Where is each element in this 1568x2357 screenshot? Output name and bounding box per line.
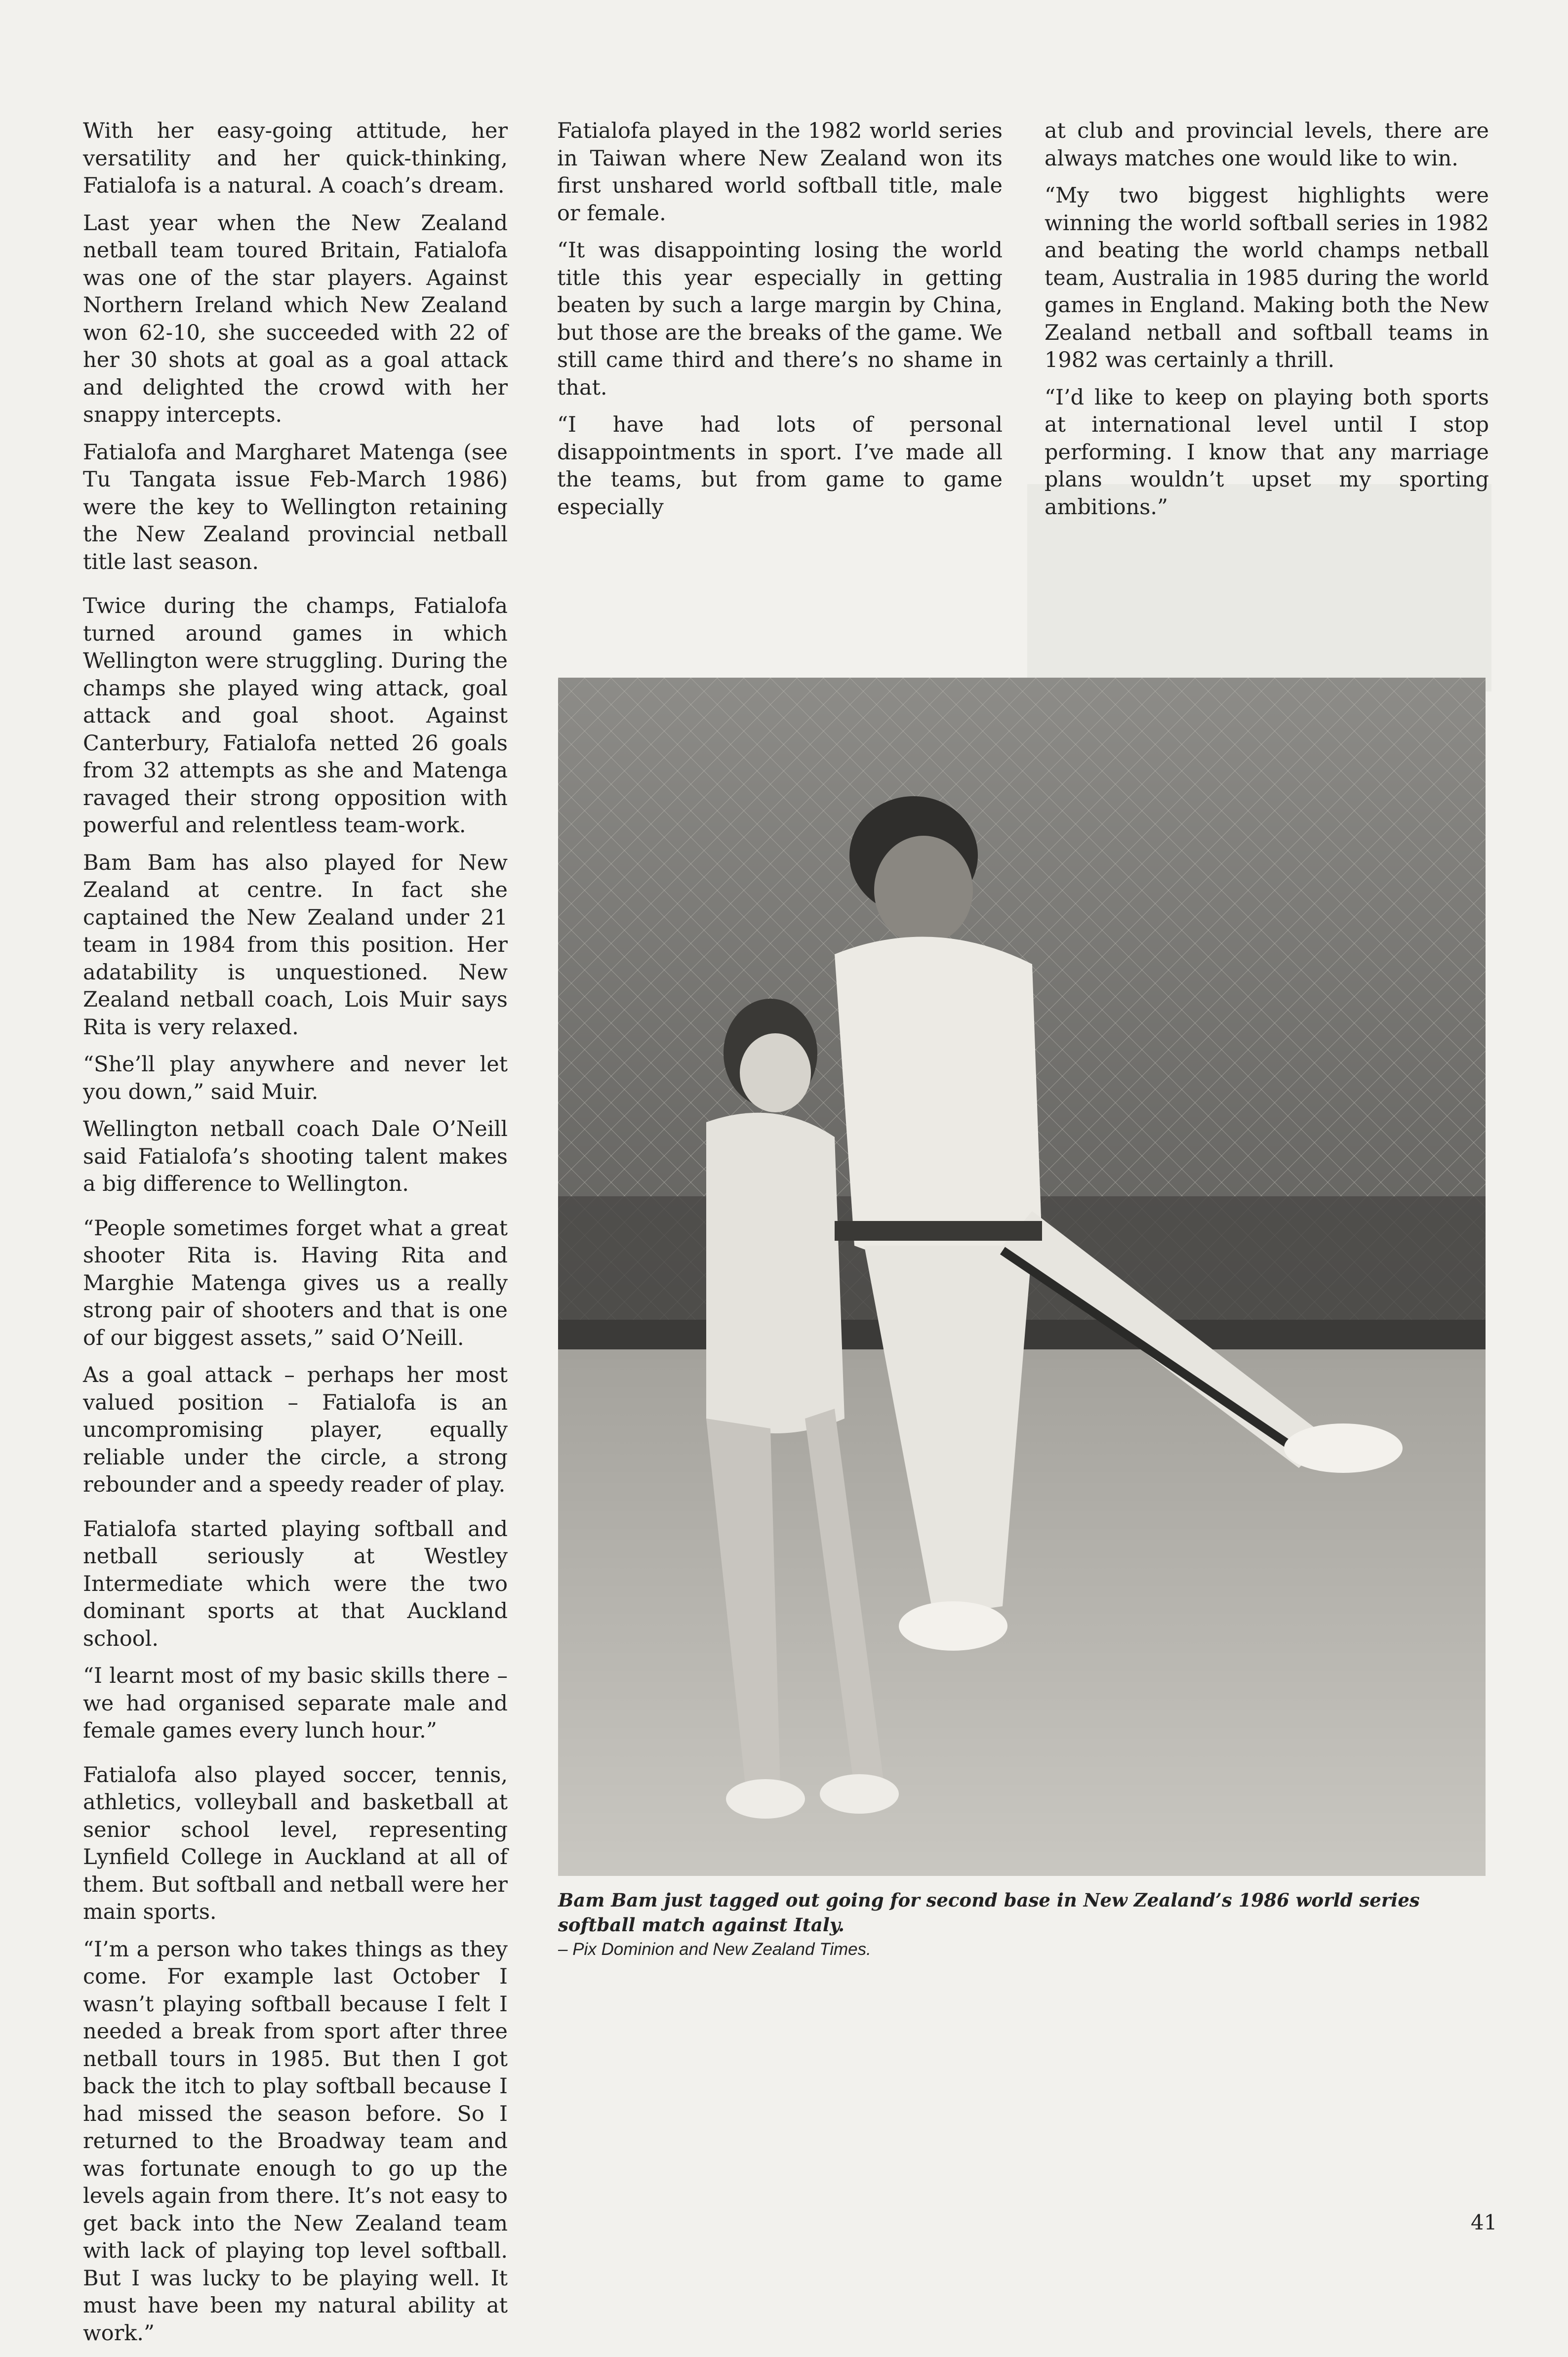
paragraph: “I learnt most of my basic skills there – we had organised separate male and female games every lunch hour.” [83, 1664, 508, 1743]
column-3 [1045, 118, 1489, 531]
paragraph: Fatialofa also played soccer, tennis, athletics, volleyball and basketball at senior school level, representing Lynfield College in Auckland at all of them. But softball and netball were her main sports. [83, 1762, 508, 1924]
softball-photo [558, 678, 1486, 1876]
paragraph: “I’m a person who takes things as they come. For example last October I wasn’t playing softball because I felt I needed a break from sport after three netball tours in 1985. But then I got back the itch to play softball because I had missed the season before. So I returned to the Broadway team and was fortunate enough to go up the levels again from there. It’s not easy to get back into the New Zealand team with lack of playing top level softball. But I was lucky to be playing well. It must have been my natural ability at work.” [83, 1937, 508, 2346]
paragraph: “She’ll play anywhere and never let you down,” said Muir. [83, 1052, 508, 1104]
paragraph: Last year when the New Zealand netball team toured Britain, Fatialofa was one of the star players. Against Northern Ireland which New Zealand won 62-10, she succeeded with 22 of her 30 shots at goal as a goal attack and delighted the crowd with her snappy intercepts. [83, 210, 508, 427]
paragraph: “It was disappointing losing the world title this year especially in getting beaten by such a large margin by China, but those are the breaks of the game. We still came third and there’s no shame in that. [557, 238, 1003, 400]
paragraph: Twice during the champs, Fatialofa turned around games in which Wellington were struggling. During the champs she played wing attack, goal attack and goal shoot. Against Canterbury, Fatialofa netted 26 goals from 32 attempts as she and Matenga ravaged their strong opposition with powerful and relentless team-work. [83, 594, 508, 838]
caption-text: Bam Bam just tagged out going for second base in New Zealand’s 1986 world series softball match against Italy. [558, 1889, 1420, 1936]
paragraph: Fatialofa started playing softball and netball seriously at Westley Intermediate which were the two dominant sports at that Auckland school. [83, 1516, 508, 1651]
paragraph: Bam Bam has also played for New Zealand at centre. In fact she captained the New Zealand under 21 team in 1984 from this position. Her adatability is unquestioned. New Zealand netball coach, Lois Muir says Rita is very relaxed. [83, 850, 508, 1040]
paragraph: “People sometimes forget what a great shooter Rita is. Having Rita and Marghie Matenga gives us a really strong pair of shooters and that is one of our biggest assets,” said O’Neill. [83, 1216, 508, 1350]
paragraph: “I have had lots of personal disappointments in sport. I’ve made all the teams, but from game to game especially [557, 412, 1003, 520]
paragraph: “My two biggest highlights were winning the world softball series in 1982 and beating the world champs netball team, Australia in 1985 during the world games in England. Making both the New Zealand netball and softball teams in 1982 was certainly a thrill. [1045, 183, 1489, 372]
paragraph: Wellington netball coach Dale O’Neill said Fatialofa’s shooting talent makes a big difference to Wellington. [83, 1117, 508, 1196]
paragraph: “I’d like to keep on playing both sports at international level until I stop performing. I know that any marriage plans wouldn’t upset my sporting ambitions.” [1045, 385, 1489, 520]
column-2 [557, 118, 1003, 531]
paragraph: As a goal attack – perhaps her most valued position – Fatialofa is an uncompromising player, equally reliable under the circle, a strong rebounder and a speedy reader of play. [83, 1363, 508, 1497]
column-1 [83, 118, 508, 2357]
page-number: 41 [1471, 2210, 1497, 2235]
photo-caption [558, 1888, 1487, 1962]
paragraph: Fatialofa played in the 1982 world series in Taiwan where New Zealand won its first unshared world softball title, male or female. [557, 119, 1003, 226]
paragraph: With her easy-going attitude, her versatility and her quick-thinking, Fatialofa is a natural. A coach’s dream. [83, 119, 508, 198]
paragraph: at club and provincial levels, there are always matches one would like to win. [1045, 119, 1489, 171]
paragraph: Fatialofa and Margharet Matenga (see Tu Tangata issue Feb-March 1986) were the key to Wellington retaining the New Zealand provincial netball title last season. [83, 440, 508, 574]
caption-credit: – Pix Dominion and New Zealand Times. [558, 1940, 871, 1959]
photo-illustration [558, 678, 1486, 1876]
